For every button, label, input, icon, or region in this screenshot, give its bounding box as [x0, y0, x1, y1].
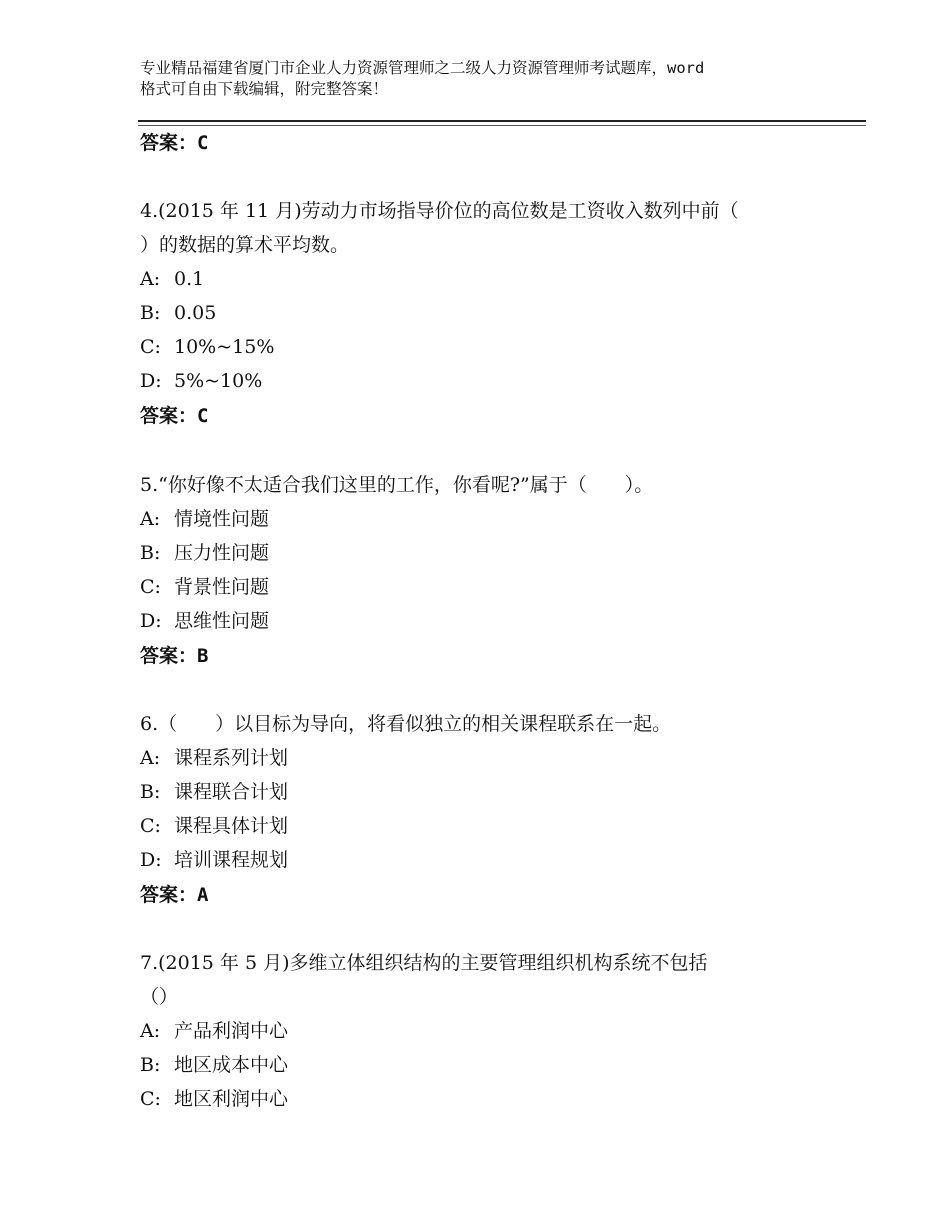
header-rule-thin — [138, 125, 866, 126]
option-text: 课程联合计划 — [174, 781, 289, 803]
option-b — [140, 540, 269, 566]
option-b — [140, 779, 288, 805]
option-text: 课程系列计划 — [174, 747, 289, 769]
answer-line: 答案：A — [140, 884, 209, 906]
option-key: A: — [140, 747, 161, 769]
header-line-1: 专业精品福建省厦门市企业人力资源管理师之二级人力资源管理师考试题库，word — [140, 59, 705, 77]
option-key: B: — [140, 781, 161, 803]
option-b — [140, 1052, 288, 1078]
header-line-2: 格式可自由下载编辑，附完整答案！ — [140, 80, 389, 98]
option-text: 培训课程规划 — [174, 849, 289, 871]
question-stem: 6.（ ）以目标为导向，将看似独立的相关课程联系在一起。 — [140, 713, 672, 735]
option-text: 10%~15% — [174, 336, 275, 358]
option-key: A: — [140, 268, 161, 290]
answer-line: 答案：C — [140, 132, 209, 154]
option-text: 压力性问题 — [174, 542, 270, 564]
option-a — [140, 745, 288, 771]
option-d — [140, 608, 269, 634]
option-a — [140, 506, 269, 532]
option-key: C: — [140, 576, 161, 598]
answer-line: 答案：B — [140, 645, 209, 667]
option-key: C: — [140, 1088, 161, 1110]
option-c — [140, 813, 288, 839]
question-stem-cont: （） — [140, 986, 179, 1008]
option-key: D: — [140, 370, 162, 392]
option-text: 5%~10% — [174, 370, 263, 392]
option-text: 思维性问题 — [174, 610, 270, 632]
option-key: A: — [140, 1020, 161, 1042]
option-key: B: — [140, 302, 161, 324]
option-text: 0.1 — [174, 268, 205, 290]
option-key: C: — [140, 815, 161, 837]
question-stem: 4.(2015 年 11 月)劳动力市场指导价位的高位数是工资收入数列中前（ — [140, 200, 739, 222]
option-c — [140, 1086, 288, 1112]
option-key: B: — [140, 1054, 161, 1076]
option-key: A: — [140, 508, 161, 530]
document-header — [140, 58, 840, 100]
option-b — [140, 300, 216, 326]
option-a — [140, 266, 204, 292]
option-text: 地区利润中心 — [174, 1088, 289, 1110]
option-a — [140, 1018, 288, 1044]
option-key: D: — [140, 610, 162, 632]
option-text: 背景性问题 — [174, 576, 270, 598]
question-stem-cont: ）的数据的算术平均数。 — [140, 234, 350, 256]
option-text: 产品利润中心 — [174, 1020, 289, 1042]
option-text: 地区成本中心 — [174, 1054, 289, 1076]
option-text: 0.05 — [174, 302, 217, 324]
header-rule-thick — [138, 120, 866, 122]
option-c — [140, 574, 269, 600]
option-key: D: — [140, 849, 162, 871]
option-text: 情境性问题 — [174, 508, 270, 530]
option-d — [140, 368, 262, 394]
question-stem: 7.(2015 年 5 月)多维立体组织结构的主要管理组织机构系统不包括 — [140, 952, 708, 974]
option-key: C: — [140, 336, 161, 358]
answer-line: 答案：C — [140, 405, 209, 427]
question-stem: 5.“你好像不太适合我们这里的工作，你看呢?”属于（ ）。 — [140, 474, 654, 496]
option-text: 课程具体计划 — [174, 815, 289, 837]
option-d — [140, 847, 288, 873]
option-key: B: — [140, 542, 161, 564]
option-c — [140, 334, 274, 360]
